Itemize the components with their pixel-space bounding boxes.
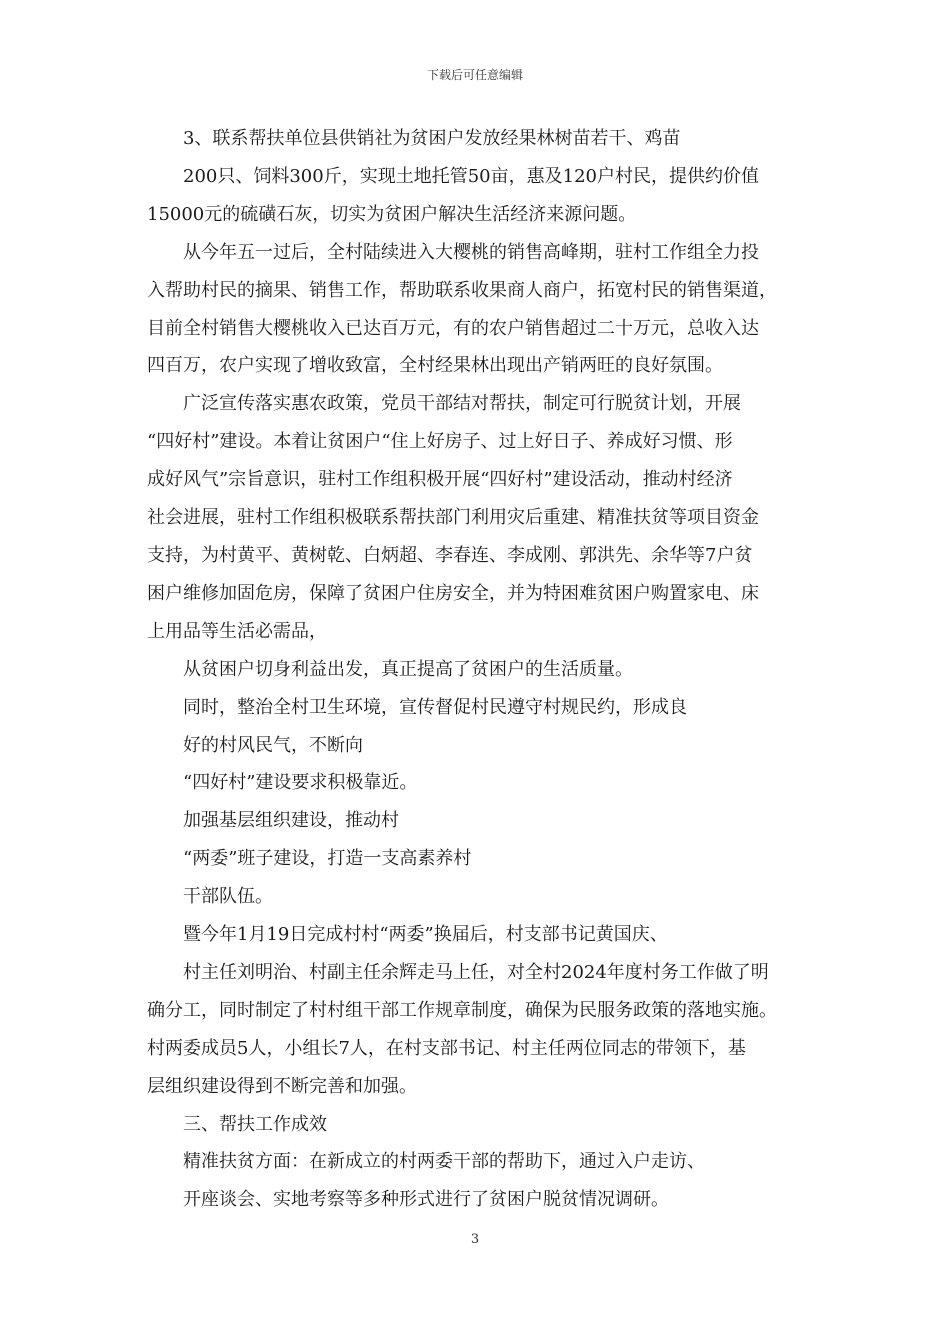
page-header: 下载后可任意编辑 [426,68,523,82]
text-line: 确分工，同时制定了村村组干部工作规章制度，确保为民服务政策的落地实施。 [147,999,777,1021]
text-line: 支持，为村黄平、黄树乾、白炳超、李春连、李成刚、郭洪先、余华等7户贫 [147,544,753,566]
text-line: 目前全村销售大樱桃收入已达百万元，有的农户销售超过二十万元，总收入达 [147,317,759,339]
text-line: 层组织建设得到不断完善和加强。 [147,1075,417,1097]
text-line: 困户维修加固危房，保障了贫困户住房安全，并为特困难贫困户购置家电、床 [147,582,759,604]
text-line: 干部队伍。 [183,886,273,908]
text-line: 四百万，农户实现了增收致富，全村经果林出现出产销两旺的良好氛围。 [147,355,723,377]
text-line: 村两委成员5人，小组长7人，在村支部书记、村主任两位同志的带领下，基 [147,1037,746,1059]
text-line: 3、联系帮扶单位县供销社为贫困户发放经果林树苗若干、鸡苗 [183,128,681,149]
text-line: 社会进展，驻村工作组积极联系帮扶部门利用灾后重建、精准扶贫等项目资金 [147,507,759,529]
text-line: 成好风气”宗旨意识，驻村工作组积极开展“四好村”建设活动，推动村经济 [147,469,733,491]
text-line: 暨今年1月19日完成村村“两委”换届后，村支部书记黄国庆、 [183,924,668,946]
text-line: “四好村”建设要求积极靠近。 [183,772,418,794]
text-line: 上用品等生活必需品， [147,620,327,642]
text-line: 村主任刘明治、村副主任余辉走马上任，对全村2024年度村务工作做了明 [183,961,769,983]
page-number: 3 [470,1232,480,1247]
text-line: “两委”班子建设，打造一支高素养村 [183,848,472,870]
document-body [147,120,819,1219]
text-line: 好的村风民气，不断向 [183,734,363,756]
text-line: 精准扶贫方面：在新成立的村两委干部的帮助下，通过入户走访、 [183,1151,705,1173]
text-line: “四好村”建设。本着让贫困户“住上好房子、过上好日子、养成好习惯、形 [147,431,733,453]
text-line: 从今年五一过后，全村陆续进入大樱桃的销售高峰期，驻村工作组全力投 [183,241,759,263]
text-line: 三、帮扶工作成效 [183,1113,327,1135]
text-line: 开座谈会、实地考察等多种形式进行了贫困户脱贫情况调研。 [183,1189,669,1211]
text-line: 加强基层组织建设，推动村 [183,810,399,832]
text-line: 从贫困户切身利益出发，真正提高了贫困户的生活质量。 [183,658,633,680]
text-line: 同时，整治全村卫生环境，宣传督促村民遵守村规民约，形成良 [183,696,687,718]
text-line: 15000元的硫磺石灰，切实为贫困户解决生活经济来源问题。 [147,203,637,225]
text-line: 200只、饲料300斤，实现土地托管50亩，惠及120户村民，提供约价值 [183,165,759,187]
text-line: 广泛宣传落实惠农政策，党员干部结对帮扶，制定可行脱贫计划，开展 [183,393,741,415]
text-line: 入帮助村民的摘果、销售工作，帮助联系收果商人商户，拓宽村民的销售渠道， [147,279,777,301]
